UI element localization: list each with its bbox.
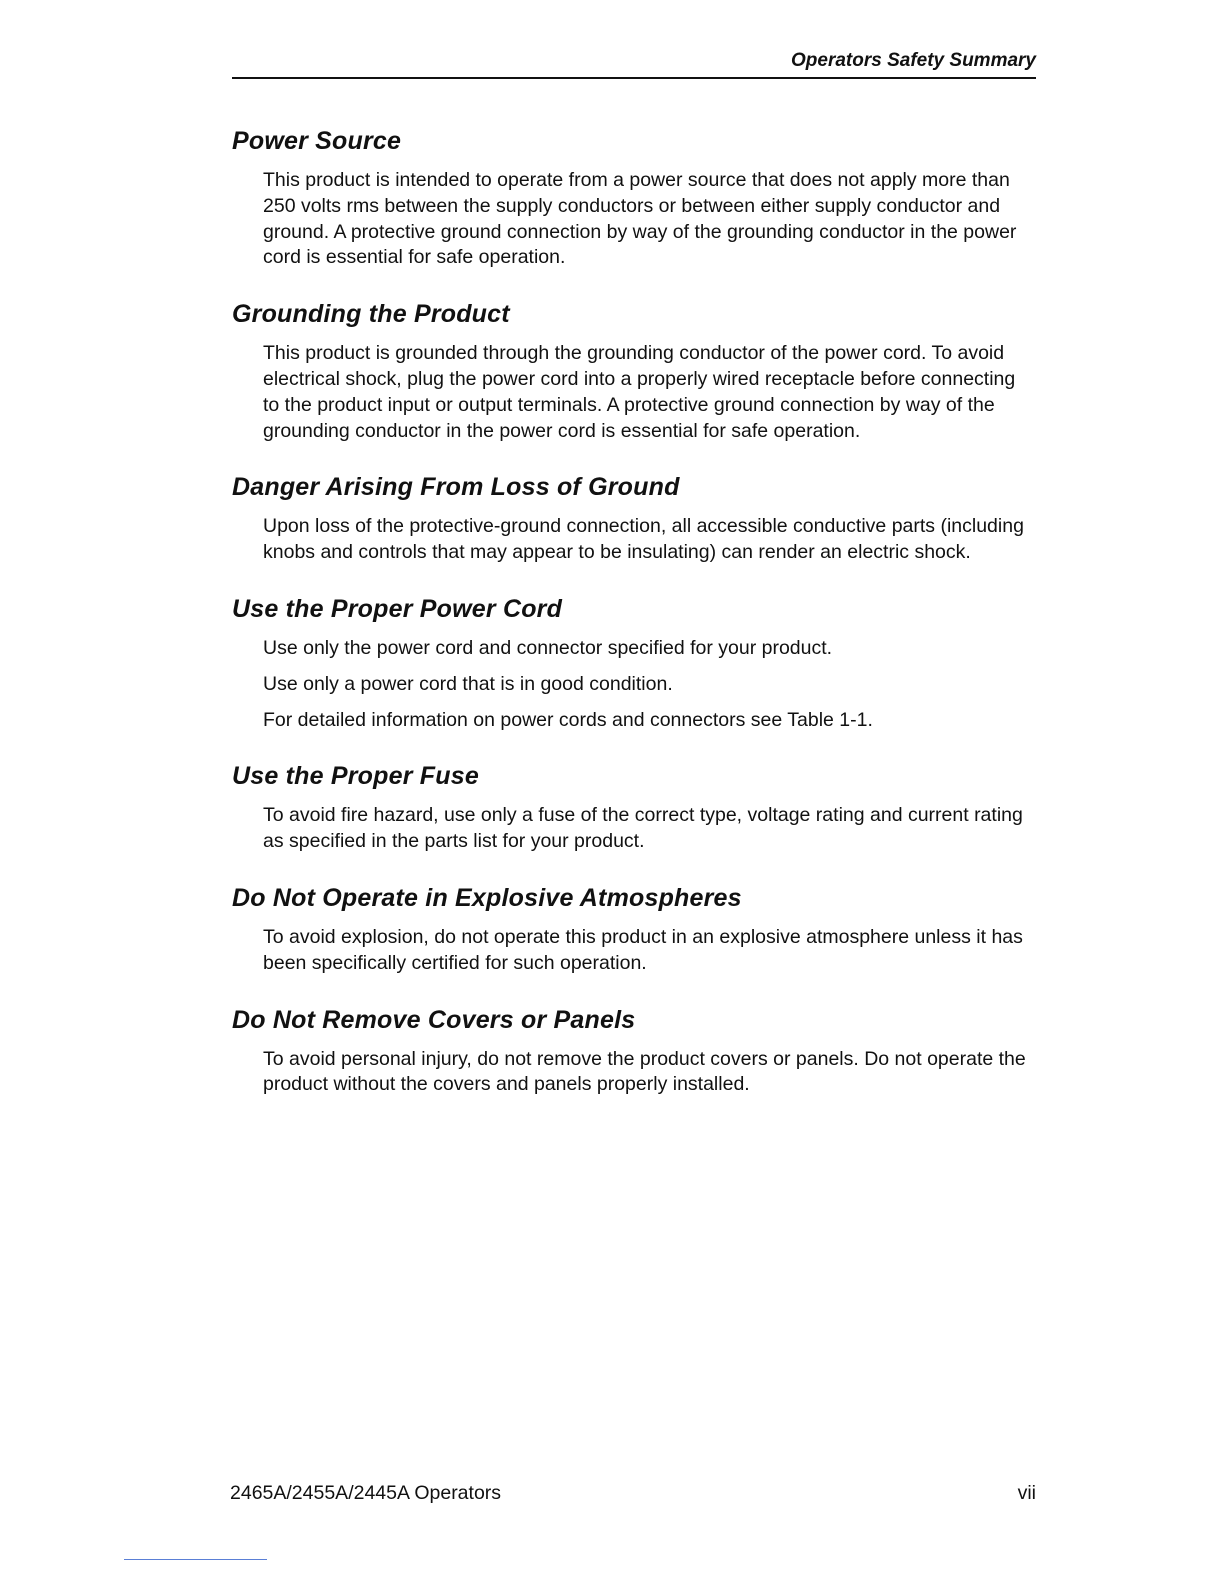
section-paragraph: Use only a power cord that is in good condition.	[263, 672, 673, 695]
section-grounding-the-product	[232, 293, 1036, 444]
section-title: Do Not Remove Covers or Panels	[232, 1005, 636, 1034]
section-paragraph: For detailed information on power cords and connectors see Table 1-1.	[263, 708, 873, 731]
section-title: Use the Proper Fuse	[232, 762, 479, 791]
section-title: Use the Proper Power Cord	[232, 594, 563, 623]
section-paragraph: Upon loss of the protective-ground connection, all accessible conductive parts (including knobs and controls that may appear to be insulating) can render an electric shock.	[263, 515, 1024, 564]
footer-manual-title: 2465A/2455A/2445A Operators	[230, 1482, 502, 1504]
section-paragraph: To avoid personal injury, do not remove the product covers or panels. Do not operate the product without the covers and panels properly installed.	[263, 1047, 1026, 1096]
section-paragraph: To avoid fire hazard, use only a fuse of the correct type, voltage rating and current rating as specified in the parts list for your product.	[263, 804, 1023, 853]
section-power-cord	[232, 588, 1036, 733]
section-title: Do Not Operate in Explosive Atmospheres	[232, 883, 742, 912]
bottom-divider	[124, 1559, 267, 1560]
section-explosive-atmospheres	[232, 877, 1036, 977]
section-title: Danger Arising From Loss of Ground	[232, 473, 680, 502]
section-paragraph: This product is grounded through the grounding conductor of the power cord. To avoid electrical shock, plug the power cord into a properly wired receptacle before connecting to the product input or output terminals. A protective ground connection by way of the grounding conductor in the power cord is essential for safe operation.	[263, 342, 1016, 442]
section-power-source	[232, 120, 1036, 271]
running-header: Operators Safety Summary	[232, 50, 1036, 79]
footer-page-number: vii	[1017, 1482, 1036, 1504]
section-title: Power Source	[232, 127, 402, 155]
section-paragraph: Use only the power cord and connector specified for your product.	[263, 636, 833, 659]
section-proper-fuse	[232, 755, 1036, 855]
section-paragraph: To avoid explosion, do not operate this product in an explosive atmosphere unless it has been specifically certified for such operation.	[263, 925, 1023, 974]
section-title: Grounding the Product	[232, 300, 510, 329]
document-body	[232, 120, 1036, 1120]
section-paragraph: This product is intended to operate from a power source that does not apply more than 250 volts rms between the supply conductors or between either supply conductor and ground. A protective ground connection by way of the grounding conductor in the power cord is essential for safe operation.	[263, 169, 1017, 269]
section-loss-of-ground	[232, 466, 1036, 566]
section-covers-panels	[232, 999, 1036, 1099]
